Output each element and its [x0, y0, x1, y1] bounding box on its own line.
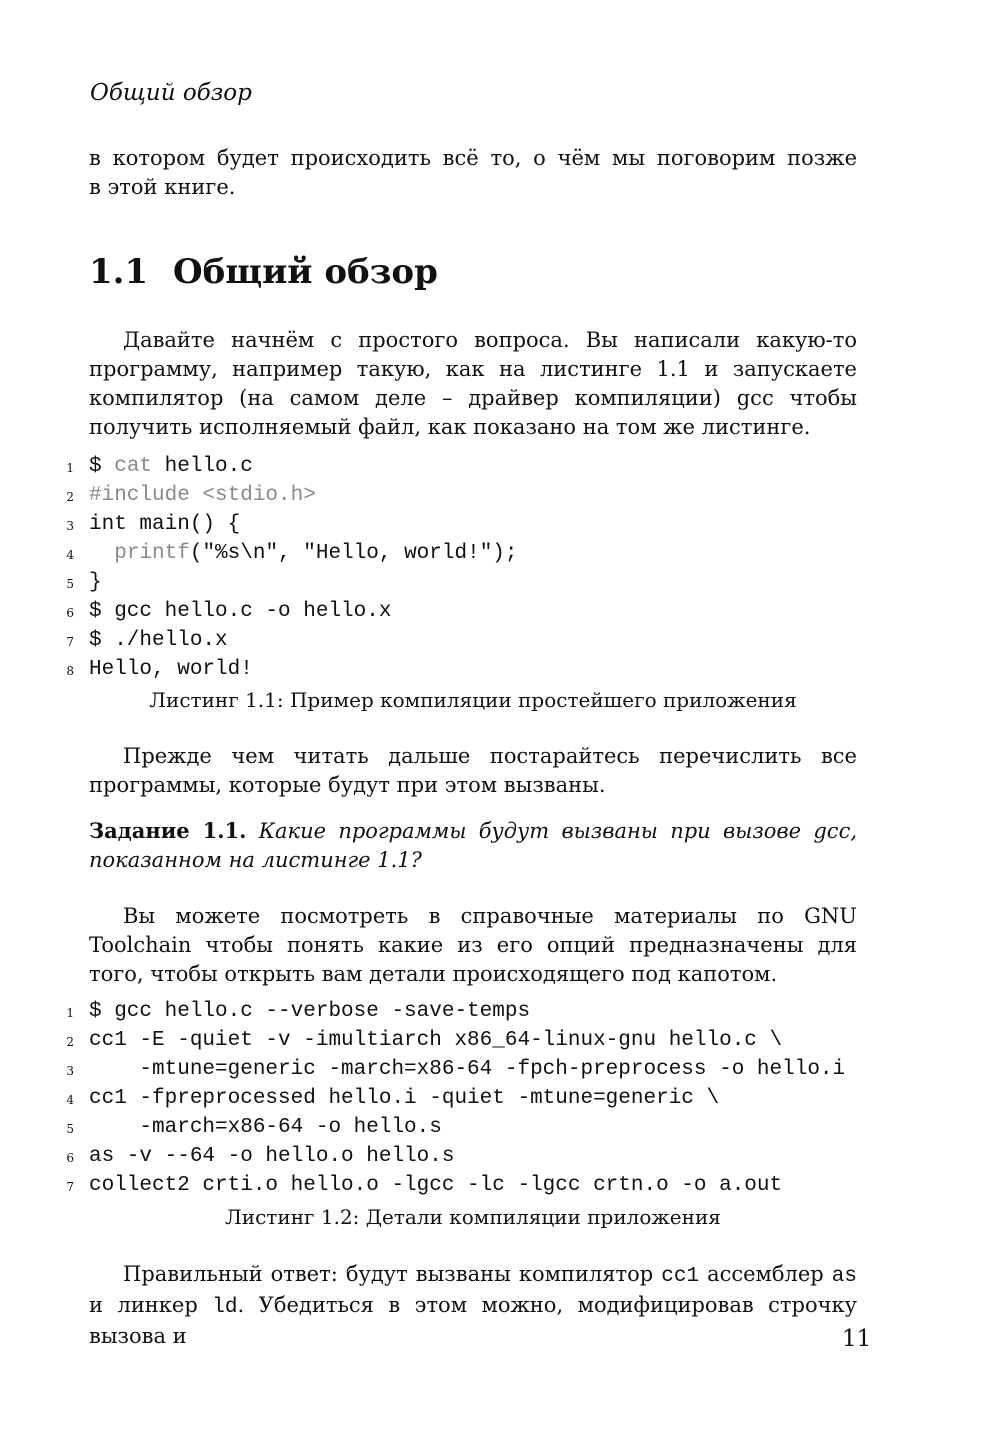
code-text: -march=x86-64 -o hello.s	[89, 1116, 442, 1139]
line-number: 6	[66, 1151, 74, 1165]
section-number: 1.1	[89, 252, 149, 292]
code-line	[60, 1084, 880, 1113]
paragraph-1-text: Давайте начнём с простого вопроса. Вы написали какую-то программу, например такую, как на листинге 1.1 и запускаете компилятор (на самом деле – драйвер компиляции) gcc чтобы получить исполняемый файл, как показано на том же листинге.	[89, 328, 857, 439]
line-number: 4	[66, 548, 74, 562]
code-function: printf	[114, 542, 190, 565]
line-number: 5	[66, 1122, 74, 1136]
code-text: cc1 -fpreprocessed hello.i -quiet -mtune=generic \	[89, 1087, 720, 1110]
paragraph-2-text: Прежде чем читать дальше постарайтесь перечислить все программы, которые будут при этом вызваны.	[89, 744, 857, 797]
code-line	[60, 1055, 880, 1084]
section-heading	[89, 252, 438, 292]
line-number: 3	[66, 1064, 74, 1078]
page-number: 11	[842, 1326, 872, 1352]
line-number: 7	[66, 1180, 74, 1194]
code-text: $ gcc hello.c -o hello.x	[89, 600, 392, 623]
running-head: Общий обзор	[90, 80, 252, 106]
code-line	[60, 481, 880, 510]
code-text	[89, 452, 253, 481]
code-text	[89, 539, 518, 568]
line-number: 2	[66, 490, 74, 504]
intro-paragraph	[89, 144, 857, 202]
text-run: ассемблер	[699, 1262, 832, 1286]
paragraph-3-text: Вы можете посмотреть в справочные материалы по GNU Toolchain чтобы понять какие из его опций предназначены для того, чтобы открыть вам детали происходящего под капотом.	[89, 904, 857, 986]
inline-code-ld: ld	[212, 1296, 238, 1319]
code-line	[60, 539, 880, 568]
paragraph-2	[89, 742, 857, 800]
code-text: as -v --64 -o hello.o hello.s	[89, 1145, 455, 1168]
code-line	[60, 997, 880, 1026]
listing-2	[60, 997, 880, 1200]
code-text: int main() {	[89, 513, 241, 536]
code-text: Hello, world!	[89, 658, 253, 681]
code-line	[60, 568, 880, 597]
line-number: 6	[66, 606, 74, 620]
intro-line-2: в этой книге.	[89, 175, 236, 199]
paragraph-4-text	[89, 1260, 857, 1351]
paragraph-4	[89, 1260, 857, 1351]
task-block	[89, 816, 857, 875]
code-line	[60, 452, 880, 481]
line-number: 1	[66, 1006, 74, 1020]
code-line	[60, 1142, 880, 1171]
code-line	[60, 655, 880, 684]
task-label: Задание 1.1.	[89, 818, 247, 843]
section-title: Общий обзор	[173, 252, 438, 292]
line-number: 2	[66, 1035, 74, 1049]
code-text: $ ./hello.x	[89, 629, 228, 652]
code-line	[60, 510, 880, 539]
task-body: Какие программы будут вызваны при вызове gcc, показанном на листинге 1.1?	[89, 819, 858, 872]
listing-1	[60, 452, 880, 684]
code-indent	[89, 542, 114, 565]
code-text: collect2 crti.o hello.o -lgcc -lc -lgcc crtn.o -o a.out	[89, 1174, 783, 1197]
code-text: -mtune=generic -march=x86-64 -fpch-preprocess -o hello.i	[89, 1058, 846, 1081]
line-number: 4	[66, 1093, 74, 1107]
code-line	[60, 597, 880, 626]
paragraph-1	[89, 326, 857, 442]
line-number: 7	[66, 635, 74, 649]
listing-1-caption: Листинг 1.1: Пример компиляции простейшего приложения	[149, 688, 797, 712]
intro-line-1: в котором будет происходить всё то, о чём мы поговорим позже	[89, 146, 857, 170]
code-line	[60, 626, 880, 655]
text-run: и линкер	[89, 1293, 213, 1317]
code-prompt: $	[89, 455, 115, 478]
code-line	[60, 1171, 880, 1200]
inline-code-cc1: cc1	[661, 1265, 700, 1288]
code-text: }	[89, 571, 102, 594]
code-line	[60, 1026, 880, 1055]
code-text: cc1 -E -quiet -v -imultiarch x86_64-linux-gnu hello.c \	[89, 1029, 783, 1052]
inline-code-as: as	[831, 1265, 857, 1288]
code-args: hello.c	[152, 455, 253, 478]
text-run: Правильный ответ: будут вызваны компилятор	[123, 1262, 662, 1286]
code-text: $ gcc hello.c --verbose -save-temps	[89, 1000, 531, 1023]
line-number: 3	[66, 519, 74, 533]
code-text: #include <stdio.h>	[89, 484, 316, 507]
code-line	[60, 1113, 880, 1142]
code-args: ("%s\n", "Hello, world!");	[189, 542, 518, 565]
listing-2-caption: Листинг 1.2: Детали компиляции приложения	[225, 1205, 721, 1229]
text-run: . Убедиться в этом можно, модифицировав строчку вызова и	[89, 1293, 858, 1348]
line-number: 8	[66, 664, 74, 678]
code-command: cat	[114, 455, 153, 478]
line-number: 1	[66, 461, 74, 475]
task-text	[89, 816, 857, 875]
line-number: 5	[66, 577, 74, 591]
paragraph-3	[89, 902, 857, 989]
